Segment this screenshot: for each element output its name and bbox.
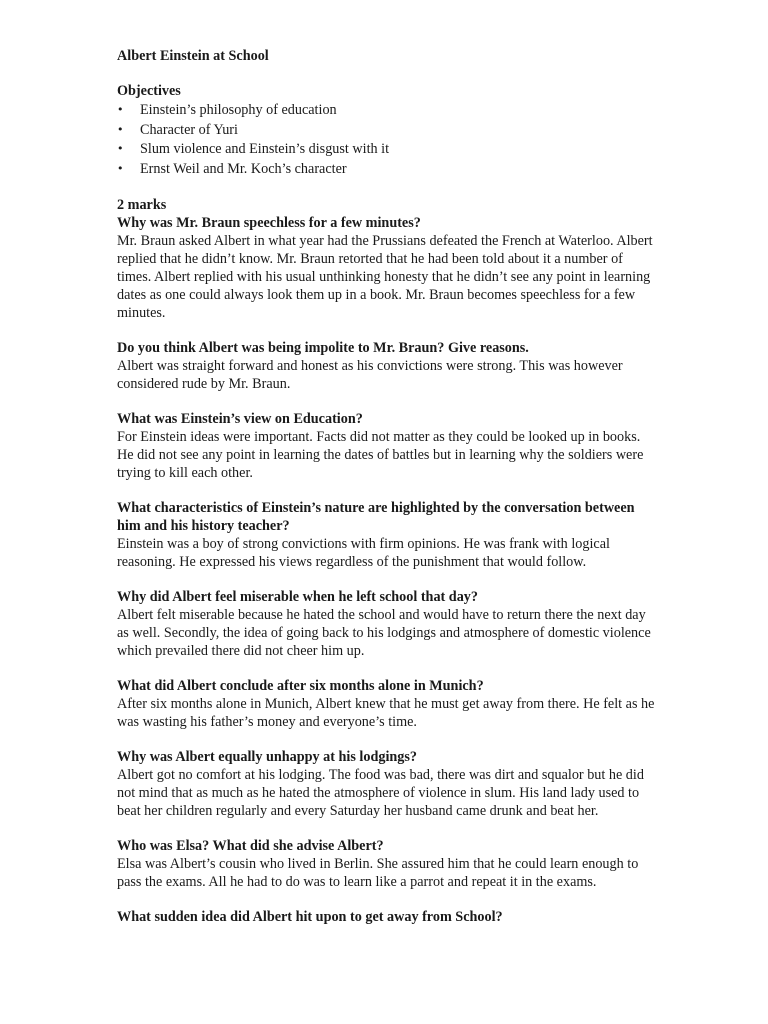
objective-item (117, 160, 657, 178)
question-text: Why was Mr. Braun speechless for a few minutes? (117, 214, 421, 231)
qa-block (117, 499, 657, 571)
answer-text: Einstein was a boy of strong convictions with firm opinions. He was frank with logical reasoning. He expressed his views regardless of the punishment that would follow. (117, 535, 610, 570)
qa-block (117, 677, 657, 731)
qa-block (117, 908, 657, 926)
objective-text: Ernst Weil and Mr. Koch’s character (140, 160, 347, 177)
qa-block (117, 837, 657, 891)
question-text: Why was Albert equally unhappy at his lodgings? (117, 748, 417, 765)
objective-text: Slum violence and Einstein’s disgust with it (140, 141, 390, 157)
bullet-icon: • (117, 103, 124, 116)
qa-block (117, 588, 657, 660)
objectives-heading: Objectives (117, 83, 181, 99)
objectives-list (117, 101, 657, 178)
document-title: Albert Einstein at School (117, 48, 269, 64)
bullet-icon: • (117, 161, 124, 175)
answer-text: For Einstein ideas were important. Facts did not matter as they could be looked up in books. He did not see any point in learning the dates of battles but in learning why the soldiers were trying to kill each other. (117, 428, 644, 481)
question-text: What was Einstein’s view on Education? (117, 410, 363, 427)
bullet-icon: • (117, 142, 124, 155)
answer-text: Albert felt miserable because he hated the school and would have to return there the next day as well. Secondly, the idea of going back to his lodgings and atmosphere of domestic violence which prevailed there did not cheer him up. (117, 606, 651, 659)
answer-text: Albert was straight forward and honest as his convictions were strong. This was however considered rude by Mr. Braun. (117, 357, 623, 392)
answer-text: Mr. Braun asked Albert in what year had the Prussians defeated the French at Waterloo. Albert replied that he didn’t know. Mr. Braun retorted that he had been told about it a number of times. Albert replied with his usual unthinking honesty that he didn’t see any point in learning dates as one could always look them up in a book. Mr. Braun becomes speechless for a few minutes. (117, 232, 653, 321)
bullet-icon: • (117, 122, 124, 136)
marks-heading: 2 marks (117, 196, 167, 213)
qa-block (117, 339, 657, 393)
qa-block (117, 214, 657, 322)
qa-block (117, 410, 657, 482)
question-text: What sudden idea did Albert hit upon to get away from School? (117, 908, 503, 925)
question-text: Why did Albert feel miserable when he left school that day? (117, 588, 478, 605)
objective-text: Einstein’s philosophy of education (140, 102, 337, 118)
answer-text: Albert got no comfort at his lodging. The food was bad, there was dirt and squalor but he did not mind that as much as he hated the atmosphere of violence in slum. His land lady used to beat her children regularly and every Saturday her husband came drunk and beat her. (117, 766, 644, 819)
objective-text: Character of Yuri (140, 121, 238, 138)
answer-text: Elsa was Albert’s cousin who lived in Berlin. She assured him that he could learn enough to pass the exams. All he had to do was to learn like a parrot and repeat it in the exams. (117, 855, 639, 890)
objective-item (117, 121, 657, 139)
objective-item (117, 140, 657, 158)
answer-text: After six months alone in Munich, Albert knew that he must get away from there. He felt as he was wasting his father’s money and everyone’s time. (117, 695, 655, 730)
question-text: What did Albert conclude after six months alone in Munich? (117, 677, 484, 694)
document-page (117, 47, 657, 943)
qa-block (117, 748, 657, 820)
question-text: Who was Elsa? What did she advise Albert? (117, 837, 384, 854)
question-text: Do you think Albert was being impolite to Mr. Braun? Give reasons. (117, 339, 529, 356)
question-text: What characteristics of Einstein’s nature are highlighted by the conversation between him and his history teacher? (117, 499, 635, 534)
objective-item (117, 101, 657, 119)
